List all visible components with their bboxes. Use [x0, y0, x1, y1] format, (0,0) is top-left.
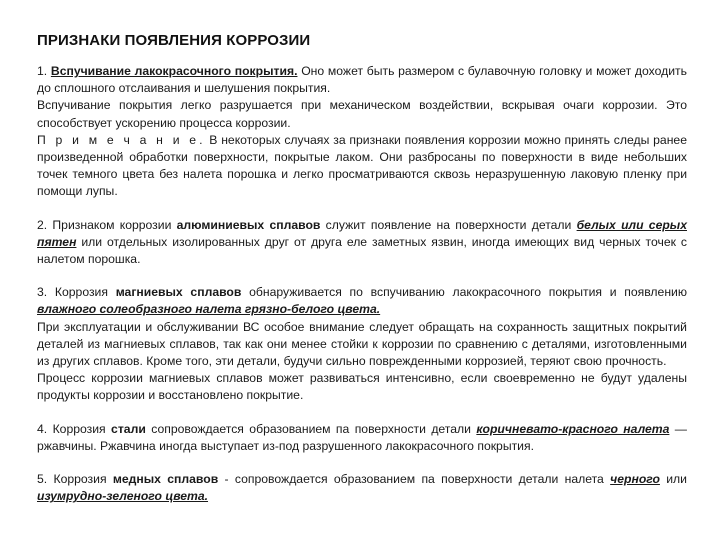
note-text: В некоторых случаях за признаки появления коррозии можно принять следы ранее произведенной обработки поверхности, покрытые лаком. Они разбросаны по поверхности в виде небольших точек темного цвета без налета порошка и легко просматриваются сквозь неразрушенную лаковую пленку при помощи лупы.: [37, 132, 687, 199]
section-5-text-2: - сопровождается образованием па поверхности детали налета: [218, 472, 611, 487]
section-1-paragraph-2: Вспучивание покрытия легко разрушается при механическом воздействии, вскрывая очаги коррозии. Это способствует ускорению процесса коррозии.: [37, 98, 687, 130]
section-3-paragraph-2: При эксплуатации и обслуживании ВС особое внимание следует обращать на сохранность защитных покрытий деталей из магниевых сплавов, так как они менее стойки к коррозии по сравнению с деталями, изготовленными из других сплавов. Кроме того, эти детали, будучи сильно поврежденными коррозией, теряют свою прочность.: [37, 319, 687, 369]
document-page: [37, 32, 687, 505]
section-5: [37, 471, 687, 505]
section-2-text-1: 2. Признаком коррозии: [37, 217, 177, 232]
note-label: П р и м е ч а н и е.: [37, 132, 206, 147]
section-1: [37, 63, 687, 201]
section-4-text-1: 4. Коррозия: [37, 421, 112, 436]
section-3-text-2: обнаруживается по вспучиванию лакокрасочного покрытия и появлению: [241, 285, 687, 300]
copper-alloys-label: медных сплавов: [112, 472, 219, 487]
page-title: ПРИЗНАКИ ПОЯВЛЕНИЯ КОРРОЗИИ: [37, 32, 311, 49]
section-1-note: [37, 132, 687, 201]
magnesium-alloys-label: магниевых сплавов: [115, 285, 242, 300]
section-3: [37, 284, 687, 404]
section-2-text-2: служит появление на поверхности детали: [320, 217, 577, 232]
section-3-paragraph-1: [37, 284, 687, 318]
section-1-number: 1.: [37, 64, 51, 78]
section-1-emphasis: Вспучивание лакокрасочного покрытия.: [50, 64, 298, 78]
steel-label: стали: [111, 421, 146, 436]
section-4-text-2: сопровождается образованием па поверхности детали: [145, 421, 477, 436]
section-3-text-1: 3. Коррозия: [37, 285, 116, 300]
section-1-paragraph-1: [37, 63, 687, 97]
section-5-emphasis-black: черного: [610, 472, 660, 487]
section-4-paragraph: [37, 421, 687, 455]
section-5-text-3: или: [659, 472, 687, 487]
section-2-paragraph: [37, 217, 687, 269]
section-5-emphasis-green: изумрудно-зеленого цвета.: [37, 489, 209, 504]
section-2-emphasis: белых или серых пятен: [37, 217, 687, 249]
section-5-text-1: 5. Коррозия: [37, 472, 113, 487]
section-4-text-3: — ржавчины. Ржавчина иногда выступает из-под разрушенного лакокрасочного покрытия.: [37, 421, 687, 453]
section-1-text: Оно может быть размером с булавочную головку и может доходить до сплошного отслаивания и шелушения покрытия.: [37, 64, 687, 96]
aluminum-alloys-label: алюминиевых сплавов: [176, 217, 321, 232]
section-5-paragraph: [37, 471, 687, 505]
section-4: [37, 421, 687, 455]
section-3-emphasis: влажного солеобразного налета грязно-белого цвета.: [37, 302, 381, 317]
section-2: [37, 217, 687, 269]
section-2-text-3: или отдельных изолированных друг от друга еле заметных язвин, иногда имеющих вид черных точек с налетом порошка.: [37, 234, 687, 267]
section-3-paragraph-3: Процесс коррозии магниевых сплавов может развиваться интенсивно, если своевременно не будут удалены продукты коррозии и восстановлено покрытие.: [37, 371, 687, 403]
section-4-emphasis: коричневато-красного налета: [476, 421, 670, 436]
